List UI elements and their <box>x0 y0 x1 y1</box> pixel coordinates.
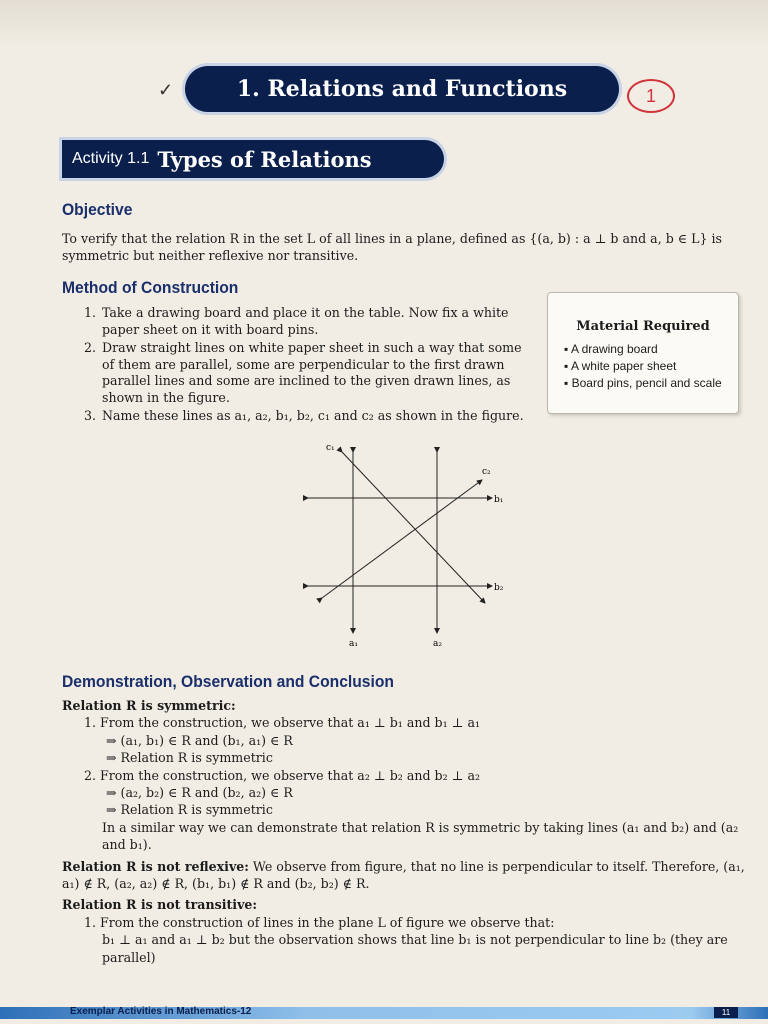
sym-step-1a: ⇒ (a₁, b₁) ∈ R and (b₁, a₁) ∈ R <box>106 732 293 748</box>
sym-step-2: 2. From the construction, we observe that a₂ ⊥ b₂ and b₂ ⊥ a₂ <box>84 767 481 783</box>
lines-figure <box>300 438 510 653</box>
activity-title: Types of Relations <box>157 146 372 172</box>
step-item: 3. Name these lines as a₁, a₂, b₁, b₂, c₁ and c₂ as shown in the figure. <box>84 408 524 423</box>
demonstration-body <box>62 697 752 966</box>
material-item: ▪ Board pins, pencil and scale <box>564 375 722 392</box>
step-item: 1. Take a drawing board and place it on the table. Now fix a white paper sheet on it with board pins. <box>84 305 509 337</box>
sym-similar: In a similar way we can demonstrate that relation R is symmetric by taking lines (a₁ and b₂) and (a₂ and b₁). <box>102 819 739 853</box>
material-item: ▪ A white paper sheet <box>564 358 722 375</box>
sym-step-2b: ⇒ Relation R is symmetric <box>106 802 273 818</box>
label-b2: b₂ <box>494 583 504 593</box>
material-list <box>564 341 722 392</box>
page-top-shade <box>0 0 768 48</box>
sym-step-1b: ⇒ Relation R is symmetric <box>106 750 273 766</box>
symmetric-heading: Relation R is symmetric: <box>62 698 236 713</box>
trans-step-1: 1. From the construction of lines in the plane L of figure we observe that: <box>84 914 555 930</box>
sym-step-1: 1. From the construction, we observe that a₁ ⊥ b₁ and b₁ ⊥ a₁ <box>84 715 481 731</box>
trans-step-1a: b₁ ⊥ a₁ and a₁ ⊥ b₂ but the observation shows that line b₁ is not perpendicular to line b₂ (they are parallel) <box>102 932 728 965</box>
material-required-box <box>547 292 739 414</box>
material-title: Material Required <box>576 319 710 334</box>
method-heading: Method of Construction <box>62 278 239 297</box>
chapter-title: 1. Relations and Functions <box>236 76 568 102</box>
tick-mark-icon: ✓ <box>158 80 174 101</box>
label-b1: b₁ <box>494 495 504 505</box>
chapter-title-banner <box>185 66 619 112</box>
page-mark-circle <box>627 79 675 113</box>
transitive-heading: Relation R is not transitive: <box>62 897 258 913</box>
activity-title-bar <box>62 140 444 178</box>
label-a1: a₁ <box>349 639 358 649</box>
material-item: ▪ A drawing board <box>564 341 722 358</box>
line-c1 <box>342 452 485 603</box>
activity-label: Activity 1.1 <box>72 150 150 167</box>
objective-heading: Objective <box>62 200 133 219</box>
page-mark: 1 <box>645 85 656 106</box>
label-c2: c₂ <box>482 467 491 477</box>
label-a2: a₂ <box>433 639 442 649</box>
construction-steps <box>84 305 534 427</box>
objective-text: To verify that the relation R in the set L of all lines in a plane, defined as {(a, b) : a ⊥ b and a, b ∈ L} is symmetric but neither reflexive nor transitive. <box>62 231 722 263</box>
step-item: 2. Draw straight lines on white paper sheet in such a way that some of them are parallel, some are perpendicular to the first drawn parallel lines and some are inclined to the given drawn lines, as shown in the figure. <box>84 340 522 405</box>
label-c1: c₁ <box>326 443 335 453</box>
reflexive-heading: Relation R is not reflexive: <box>62 858 249 874</box>
footer-page-number: 11 <box>714 1007 738 1018</box>
sym-step-2a: ⇒ (a₂, b₂) ∈ R and (b₂, a₂) ∈ R <box>106 785 293 801</box>
reflexive-text: We observe from figure, that no line is perpendicular to itself. Therefore, (a₁, a₁) ∉ R, (a₂, a₂) ∉ R, (b₁, b₁) ∉ R and (b₂, b₂) ∉ R. <box>62 858 745 892</box>
footer-text: Exemplar Activities in Mathematics-12 <box>70 1006 252 1017</box>
demonstration-heading: Demonstration, Observation and Conclusion <box>62 672 394 691</box>
reflexive-paragraph <box>62 858 752 893</box>
